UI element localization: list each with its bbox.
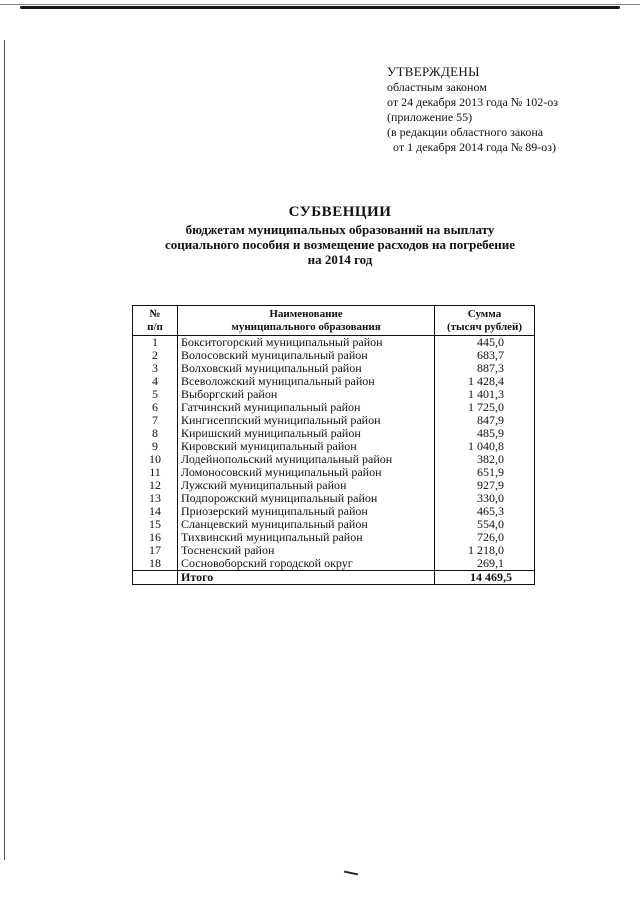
header-number-line1: № xyxy=(149,308,161,320)
row-number: 14 xyxy=(133,505,178,518)
total-row xyxy=(133,571,535,585)
row-number: 5 xyxy=(133,388,178,401)
row-number: 1 xyxy=(133,336,178,350)
header-sum-line1: Сумма xyxy=(467,308,502,320)
row-number: 8 xyxy=(133,427,178,440)
row-number: 18 xyxy=(133,557,178,571)
approval-heading: УТВЕРЖДЕНЫ xyxy=(387,64,480,79)
row-sum: 269,1 xyxy=(435,557,535,571)
row-number: 7 xyxy=(133,414,178,427)
approval-line-3: (приложение 55) xyxy=(387,110,473,124)
table-row xyxy=(133,336,535,350)
row-municipality: Ломоносовский муниципальный район xyxy=(178,466,435,479)
row-municipality: Подпорожский муниципальный район xyxy=(178,492,435,505)
header-number-line2: п/п xyxy=(147,321,163,333)
row-number: 10 xyxy=(133,453,178,466)
table-row xyxy=(133,557,535,571)
row-sum: 1 218,0 xyxy=(435,544,535,557)
title-line-2: социального пособия и возмещение расходов на погребение xyxy=(165,237,515,252)
title-main: СУБВЕНЦИИ xyxy=(288,204,392,220)
approval-line-5: от 1 декабря 2014 года № 89-оз) xyxy=(393,140,557,154)
scan-edge-line xyxy=(0,4,640,5)
row-municipality: Сланцевский муниципальный район xyxy=(178,518,435,531)
approval-line-2: от 24 декабря 2013 года № 102-оз xyxy=(387,95,559,109)
table-header-row xyxy=(133,306,535,336)
approval-line-4: (в редакции областного закона xyxy=(387,125,544,139)
row-sum: 445,0 xyxy=(435,336,535,350)
row-number: 15 xyxy=(133,518,178,531)
document-title xyxy=(100,205,580,267)
row-sum: 1 725,0 xyxy=(435,401,535,414)
row-sum: 554,0 xyxy=(435,518,535,531)
row-municipality: Бокситогорский муниципальный район xyxy=(178,336,435,350)
scan-top-border xyxy=(20,6,620,9)
row-municipality: Лужский муниципальный район xyxy=(178,479,435,492)
total-label: Итого xyxy=(178,571,435,585)
row-sum: 887,3 xyxy=(435,362,535,375)
row-number: 16 xyxy=(133,531,178,544)
row-municipality: Киришский муниципальный район xyxy=(178,427,435,440)
table-body xyxy=(133,336,535,585)
header-name-line1: Наименование xyxy=(269,308,343,320)
row-number: 6 xyxy=(133,401,178,414)
row-number: 17 xyxy=(133,544,178,557)
row-number: 2 xyxy=(133,349,178,362)
scan-left-border xyxy=(4,40,5,860)
row-municipality: Тосненский район xyxy=(178,544,435,557)
row-sum: 485,9 xyxy=(435,427,535,440)
row-number: 13 xyxy=(133,492,178,505)
row-sum: 382,0 xyxy=(435,453,535,466)
row-municipality: Выборгский район xyxy=(178,388,435,401)
row-municipality: Приозерский муниципальный район xyxy=(178,505,435,518)
row-sum: 847,9 xyxy=(435,414,535,427)
row-sum: 465,3 xyxy=(435,505,535,518)
row-municipality: Волосовский муниципальный район xyxy=(178,349,435,362)
row-municipality: Всеволожский муниципальный район xyxy=(178,375,435,388)
approval-stamp xyxy=(387,64,558,155)
row-sum: 1 401,3 xyxy=(435,388,535,401)
row-number: 11 xyxy=(133,466,178,479)
row-municipality: Кингисеппский муниципальный район xyxy=(178,414,435,427)
row-sum: 330,0 xyxy=(435,492,535,505)
page-mark xyxy=(344,871,358,876)
header-name xyxy=(178,306,435,336)
title-line-1: бюджетам муниципальных образований на выплату xyxy=(185,222,495,237)
row-municipality: Гатчинский муниципальный район xyxy=(178,401,435,414)
row-municipality: Кировский муниципальный район xyxy=(178,440,435,453)
row-municipality: Волховский муниципальный район xyxy=(178,362,435,375)
row-sum: 651,9 xyxy=(435,466,535,479)
row-sum: 683,7 xyxy=(435,349,535,362)
title-line-3: на 2014 год xyxy=(307,252,373,267)
header-sum xyxy=(435,306,535,336)
total-number-cell xyxy=(133,571,178,585)
row-sum: 927,9 xyxy=(435,479,535,492)
header-name-line2: муниципального образования xyxy=(231,321,381,333)
row-sum: 726,0 xyxy=(435,531,535,544)
row-number: 12 xyxy=(133,479,178,492)
row-municipality: Тихвинский муниципальный район xyxy=(178,531,435,544)
row-municipality: Лодейнопольский муниципальный район xyxy=(178,453,435,466)
row-sum: 1 040,8 xyxy=(435,440,535,453)
row-number: 4 xyxy=(133,375,178,388)
header-number xyxy=(133,306,178,336)
subventions-table xyxy=(132,305,535,585)
approval-line-1: областным законом xyxy=(387,80,487,94)
total-sum: 14 469,5 xyxy=(435,571,535,585)
row-sum: 1 428,4 xyxy=(435,375,535,388)
row-number: 9 xyxy=(133,440,178,453)
row-number: 3 xyxy=(133,362,178,375)
row-municipality: Сосновоборский городской округ xyxy=(178,557,435,571)
header-sum-line2: (тысяч рублей) xyxy=(446,321,523,333)
